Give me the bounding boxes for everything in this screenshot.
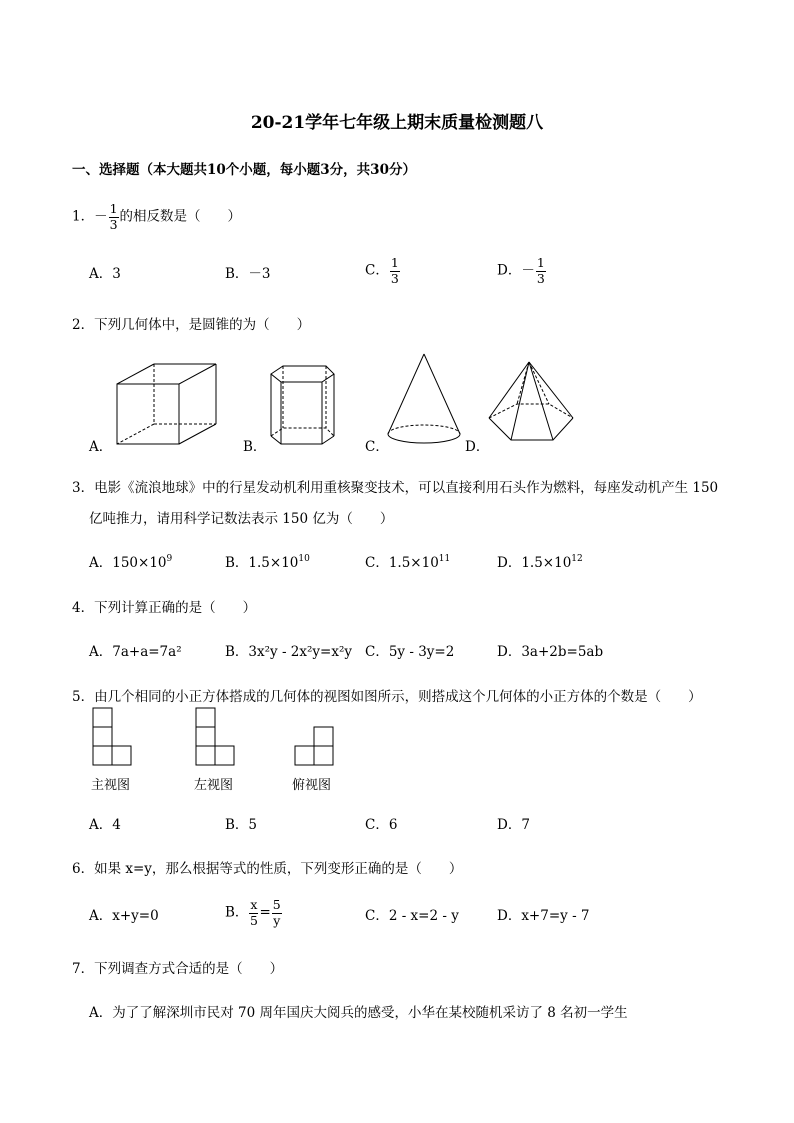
q6-option-c: C．2 - x=2 - y	[365, 908, 459, 924]
option-base: B．1.5×10	[225, 555, 299, 571]
q2-option-d: D．	[465, 439, 490, 455]
q6-option-d: D．x+7=y - 7	[497, 908, 590, 924]
q6-option-b	[225, 899, 283, 927]
fraction-numerator: 1	[536, 255, 545, 270]
q3-option-d	[497, 551, 583, 571]
q1-option-c	[365, 257, 401, 285]
q3-option-a	[89, 551, 172, 571]
fraction-denominator: 5	[249, 912, 258, 928]
cube-figure	[115, 362, 220, 447]
q1-option-d	[497, 257, 547, 285]
fraction-denominator: 3	[536, 270, 545, 286]
q5-option-c: C．6	[365, 817, 398, 833]
fraction-numerator: 1	[390, 255, 399, 270]
option-base: A．150×10	[89, 555, 167, 571]
option-exponent: 11	[438, 554, 451, 564]
q4-option-c: C．5y - 3y=2	[365, 644, 455, 660]
top-view-label: 俯视图	[292, 778, 332, 793]
q4-option-d: D．3a+2b=5ab	[497, 644, 604, 660]
q2-option-c: C．	[365, 439, 389, 455]
hexagonal-prism-figure	[266, 364, 338, 450]
question-3-line-2: 亿吨推力，请用科学记数法表示 150 亿为（ ）	[89, 511, 394, 527]
q5-option-b: B．5	[225, 817, 258, 833]
q6-option-b-fraction-right	[272, 899, 282, 927]
fraction-numerator: 5	[272, 897, 281, 912]
top-view-figure	[294, 726, 336, 768]
option-exponent: 12	[571, 554, 583, 564]
q5-option-a: A．4	[89, 817, 121, 833]
front-view-figure	[92, 707, 134, 769]
option-base: C．1.5×10	[365, 555, 439, 571]
q5-option-d: D．7	[497, 817, 530, 833]
fraction-numerator: x	[250, 897, 258, 912]
q3-option-b	[225, 551, 310, 571]
question-1-fraction	[109, 203, 119, 231]
cone-figure	[386, 352, 462, 448]
fraction-denominator: 3	[390, 270, 399, 286]
option-exponent: 10	[298, 554, 310, 564]
equals-sign: =	[259, 904, 271, 921]
question-1-text: 的相反数是（ ）	[119, 208, 242, 225]
option-prefix: D．－	[497, 262, 535, 279]
q4-option-b: B．3x²y - 2x²y=x²y	[225, 644, 353, 660]
q3-option-c	[365, 551, 450, 571]
q6-option-a: A．x+y=0	[89, 908, 159, 924]
q1-option-c-fraction	[390, 257, 400, 285]
q7-option-a: A．为了了解深圳市民对 70 周年国庆大阅兵的感受，小华在某校随机采访了 8 名初一学生	[89, 1005, 628, 1021]
question-3-line-1: 3．电影《流浪地球》中的行星发动机利用重核聚变技术，可以直接利用石头作为燃料，每座发动机产生 150	[72, 480, 719, 496]
q4-option-a: A．7a+a=7a²	[89, 644, 182, 660]
q1-option-b: B．－3	[225, 266, 271, 282]
left-view-figure	[195, 707, 237, 769]
question-5: 5．由几个相同的小正方体搭成的几何体的视图如图所示，则搭成这个几何体的小正方体的个数是（ ）	[72, 689, 702, 705]
pyramid-figure	[487, 360, 577, 446]
fraction-denominator: 3	[109, 216, 118, 232]
q6-option-b-fraction-left	[249, 899, 258, 927]
option-base: D．1.5×10	[497, 555, 572, 571]
section-heading: 一、选择题（本大题共10个小题，每小题3分，共30分）	[72, 162, 416, 178]
q1-option-d-fraction	[536, 257, 546, 285]
question-7: 7．下列调查方式合适的是（ ）	[72, 961, 284, 977]
q2-option-b: B．	[243, 439, 267, 455]
left-view-label: 左视图	[194, 778, 234, 793]
fraction-numerator: 1	[109, 201, 118, 216]
question-1-neg: －	[94, 208, 108, 225]
option-exponent: 9	[166, 554, 173, 564]
page-title: 20-21学年七年级上期末质量检测题八	[250, 113, 544, 133]
option-prefix: C．	[365, 262, 389, 279]
question-1	[72, 203, 241, 231]
question-6: 6．如果 x=y，那么根据等式的性质，下列变形正确的是（ ）	[72, 861, 463, 877]
q2-option-a: A．	[89, 439, 113, 455]
question-1-number: 1．	[72, 208, 95, 225]
option-prefix: B．	[225, 904, 249, 921]
q1-option-a: A．3	[89, 266, 121, 282]
question-2: 2．下列几何体中，是圆锥的为（ ）	[72, 317, 311, 333]
fraction-denominator: y	[273, 912, 281, 928]
front-view-label: 主视图	[91, 778, 131, 793]
question-4: 4．下列计算正确的是（ ）	[72, 600, 257, 616]
